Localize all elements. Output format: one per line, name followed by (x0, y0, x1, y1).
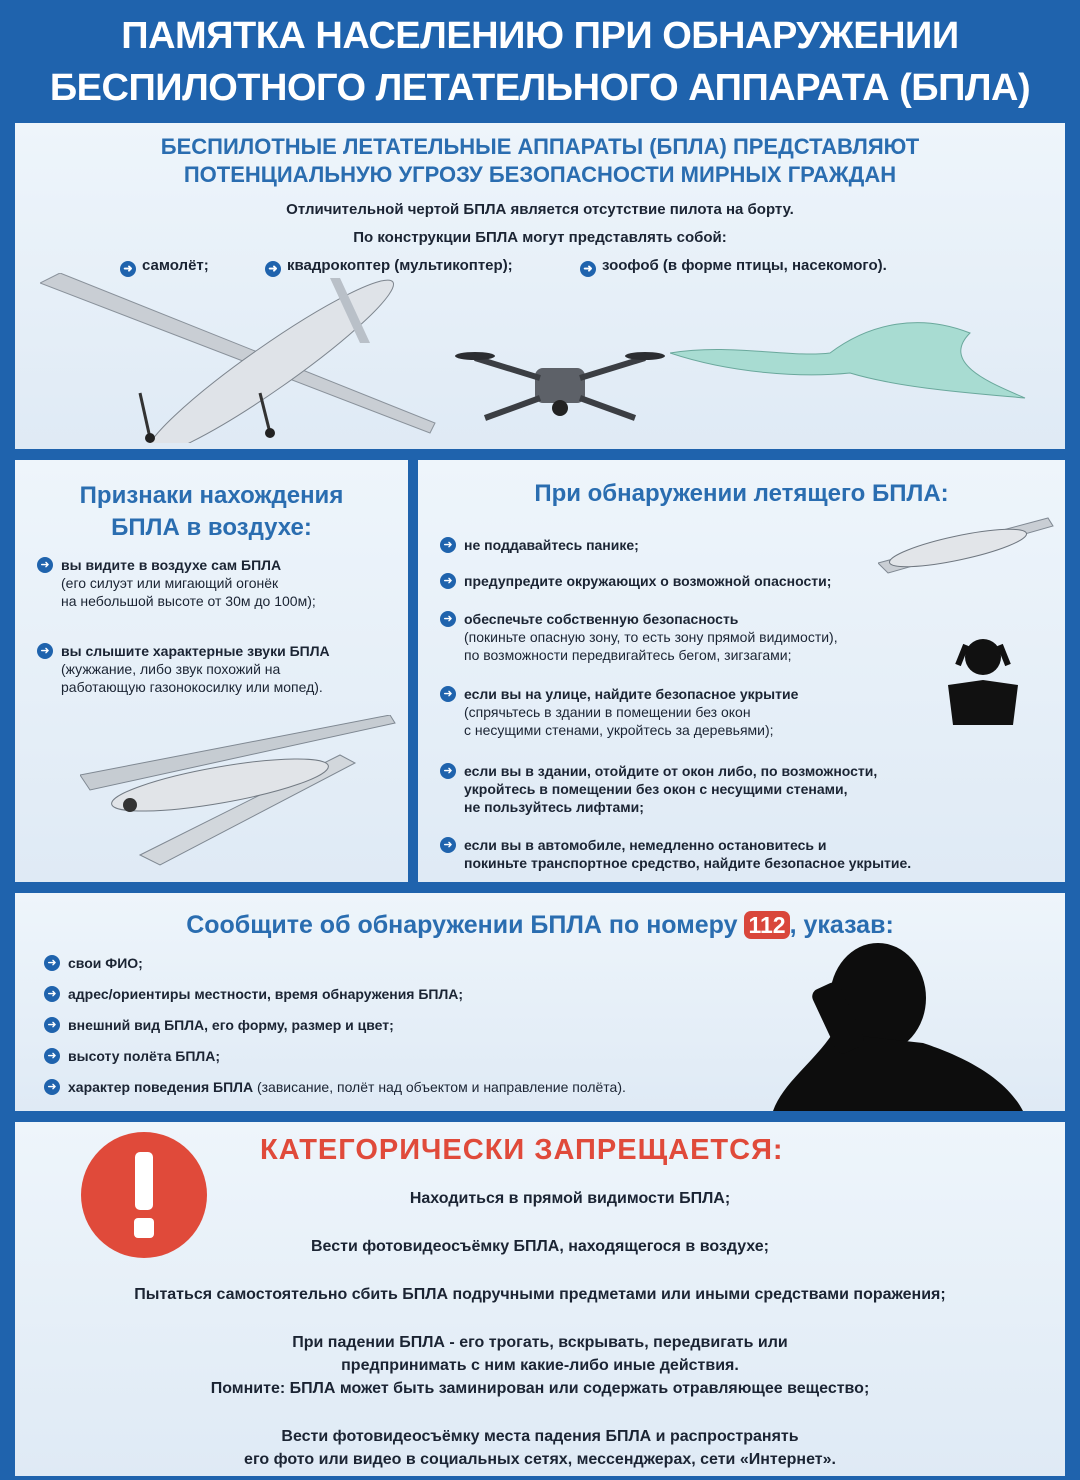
bullet-arrow-icon: ➜ (440, 573, 456, 589)
report-heading-suffix: , указав: (789, 911, 894, 939)
report-item (47, 1047, 221, 1065)
prohibited-line: Вести фотовидеосъёмку места падения БПЛА и распространять (281, 1428, 799, 1445)
prohibited-line: его фото или видео в социальных сетях, мессенджерах, сети «Интернет». (244, 1451, 836, 1468)
intro-heading-line-2: ПОТЕНЦИАЛЬНУЮ УГРОЗУ БЕЗОПАСНОСТИ МИРНЫХ ГРАЖДАН (183, 162, 897, 187)
fixed-wing-drone-image (40, 273, 440, 443)
action-item-text: по возможности передвигайтесь бегом, зигзагами; (464, 647, 792, 663)
type-plane-label: самолёт; (142, 257, 209, 274)
actions-panel (418, 460, 1065, 882)
action-item-bold: укройтесь в помещении без окон с несущими стенами, (464, 781, 848, 797)
action-item-bold: не пользуйтесь лифтами; (464, 799, 644, 815)
action-item (443, 836, 912, 872)
sign-item-bold: вы слышите характерные звуки БПЛА (61, 643, 330, 659)
signs-panel (15, 460, 408, 882)
report-heading-text: Сообщите об обнаружении БПЛА по номеру (186, 911, 738, 939)
signs-heading-line-1: Признаки нахождения (79, 482, 344, 509)
bullet-arrow-icon: ➜ (580, 261, 596, 277)
panic-person-icon (938, 625, 1028, 725)
action-item (443, 610, 838, 664)
type-quadcopter-label: квадрокоптер (мультикоптер); (287, 257, 513, 274)
intro-heading-line-1: БЕСПИЛОТНЫЕ ЛЕТАТЕЛЬНЫЕ АППАРАТЫ (БПЛА) ПРЕДСТАВЛЯЮТ (160, 134, 920, 159)
title-line-2: БЕСПИЛОТНОГО ЛЕТАТЕЛЬНОГО АППАРАТА (БПЛА) (49, 67, 1031, 109)
action-item-bold: обеспечьте собственную безопасность (464, 611, 739, 627)
reaper-drone-image (80, 715, 400, 875)
bird-drone-image (670, 303, 1030, 413)
bullet-arrow-icon: ➜ (44, 1048, 60, 1064)
poster-title (0, 10, 1080, 114)
report-item-bold: внешний вид БПЛА, его форму, размер и цвет; (68, 1017, 394, 1033)
bullet-arrow-icon: ➜ (44, 1017, 60, 1033)
bullet-arrow-icon: ➜ (120, 261, 136, 277)
action-item (443, 572, 832, 590)
quadcopter-image (455, 338, 665, 438)
bullet-arrow-icon: ➜ (440, 537, 456, 553)
sign-item-text: на небольшой высоте от 30м до 100м); (61, 593, 316, 609)
actions-heading: При обнаружении летящего БПЛА: (534, 480, 949, 507)
prohibited-panel (15, 1122, 1065, 1476)
bullet-arrow-icon: ➜ (44, 986, 60, 1002)
report-item (47, 1016, 394, 1034)
action-item-text: с несущими стенами, укройтесь за деревьями); (464, 722, 774, 738)
action-item-text: (спрячьтесь в здании в помещении без окон (464, 704, 751, 720)
intro-sub-2: По конструкции БПЛА могут представлять собой: (353, 229, 727, 246)
phone-caller-silhouette-icon (773, 943, 1023, 1111)
report-item-bold: свои ФИО; (68, 955, 143, 971)
emergency-number-badge: 112 (744, 911, 789, 939)
type-zoophobe-label: зоофоб (в форме птицы, насекомого). (602, 257, 887, 274)
prohibited-line: При падении БПЛА - его трогать, вскрывать, передвигать или (292, 1334, 788, 1351)
flying-drone-image (878, 508, 1058, 588)
action-item-bold: если вы на улице, найдите безопасное укрытие (464, 686, 799, 702)
report-panel (15, 893, 1065, 1111)
sign-item-text: (его силуэт или мигающий огонёк (61, 575, 279, 591)
signs-heading-line-2: БПЛА в воздухе: (111, 514, 312, 541)
bullet-arrow-icon: ➜ (440, 686, 456, 702)
prohibited-line: Помните: БПЛА может быть заминирован или содержать отравляющее вещество; (210, 1380, 870, 1397)
action-item (443, 685, 799, 739)
intro-heading (15, 133, 1065, 189)
bullet-arrow-icon: ➜ (44, 955, 60, 971)
bullet-arrow-icon: ➜ (44, 1079, 60, 1095)
action-item-bold: покиньте транспортное средство, найдите безопасное укрытие. (464, 855, 912, 871)
intro-panel (15, 123, 1065, 449)
report-item (47, 954, 143, 972)
sign-item-text: (жужжание, либо звук похожий на (61, 661, 281, 677)
action-item-bold: предупредите окружающих о возможной опасности; (464, 573, 832, 589)
action-item-bold: если вы в здании, отойдите от окон либо, по возможности, (464, 763, 878, 779)
bullet-arrow-icon: ➜ (440, 837, 456, 853)
bullet-arrow-icon: ➜ (37, 643, 53, 659)
prohibited-line: Пытаться самостоятельно сбить БПЛА подручными предметами или иными средствами поражения; (134, 1286, 946, 1303)
report-item-text: (зависание, полёт над объектом и направление полёта). (253, 1079, 626, 1095)
action-item-text: (покиньте опасную зону, то есть зону прямой видимости), (464, 629, 838, 645)
bullet-arrow-icon: ➜ (440, 611, 456, 627)
prohibited-heading: КАТЕГОРИЧЕСКИ ЗАПРЕЩАЕТСЯ: (260, 1134, 784, 1166)
sign-item-text: работающую газонокосилку или мопед). (61, 679, 323, 695)
intro-sub-1: Отличительной чертой БПЛА является отсутствие пилота на борту. (286, 201, 794, 218)
sign-item (40, 556, 316, 610)
report-item (47, 1078, 626, 1096)
type-zoophobe (580, 257, 887, 277)
sign-item-bold: вы видите в воздухе сам БПЛА (61, 557, 282, 573)
signs-heading (15, 480, 408, 544)
report-item-bold: характер поведения БПЛА (68, 1079, 254, 1095)
action-item-bold: не поддавайтесь панике; (464, 537, 639, 553)
action-item (443, 762, 878, 816)
bullet-arrow-icon: ➜ (265, 261, 281, 277)
prohibited-line: предпринимать с ним какие-либо иные действия. (341, 1357, 739, 1374)
report-heading (15, 911, 1065, 940)
report-item (47, 985, 464, 1003)
bullet-arrow-icon: ➜ (37, 557, 53, 573)
bullet-arrow-icon: ➜ (440, 763, 456, 779)
action-item-bold: если вы в автомобиле, немедленно остановитесь и (464, 837, 827, 853)
sign-item (40, 642, 330, 696)
prohibited-line: Находиться в прямой видимости БПЛА; (409, 1190, 731, 1207)
action-item (443, 536, 639, 554)
prohibited-line: Вести фотовидеосъёмку БПЛА, находящегося в воздухе; (310, 1238, 770, 1255)
title-line-1: ПАМЯТКА НАСЕЛЕНИЮ ПРИ ОБНАРУЖЕНИИ (121, 15, 959, 57)
report-item-bold: высоту полёта БПЛА; (68, 1048, 221, 1064)
report-item-bold: адрес/ориентиры местности, время обнаружения БПЛА; (68, 986, 464, 1002)
